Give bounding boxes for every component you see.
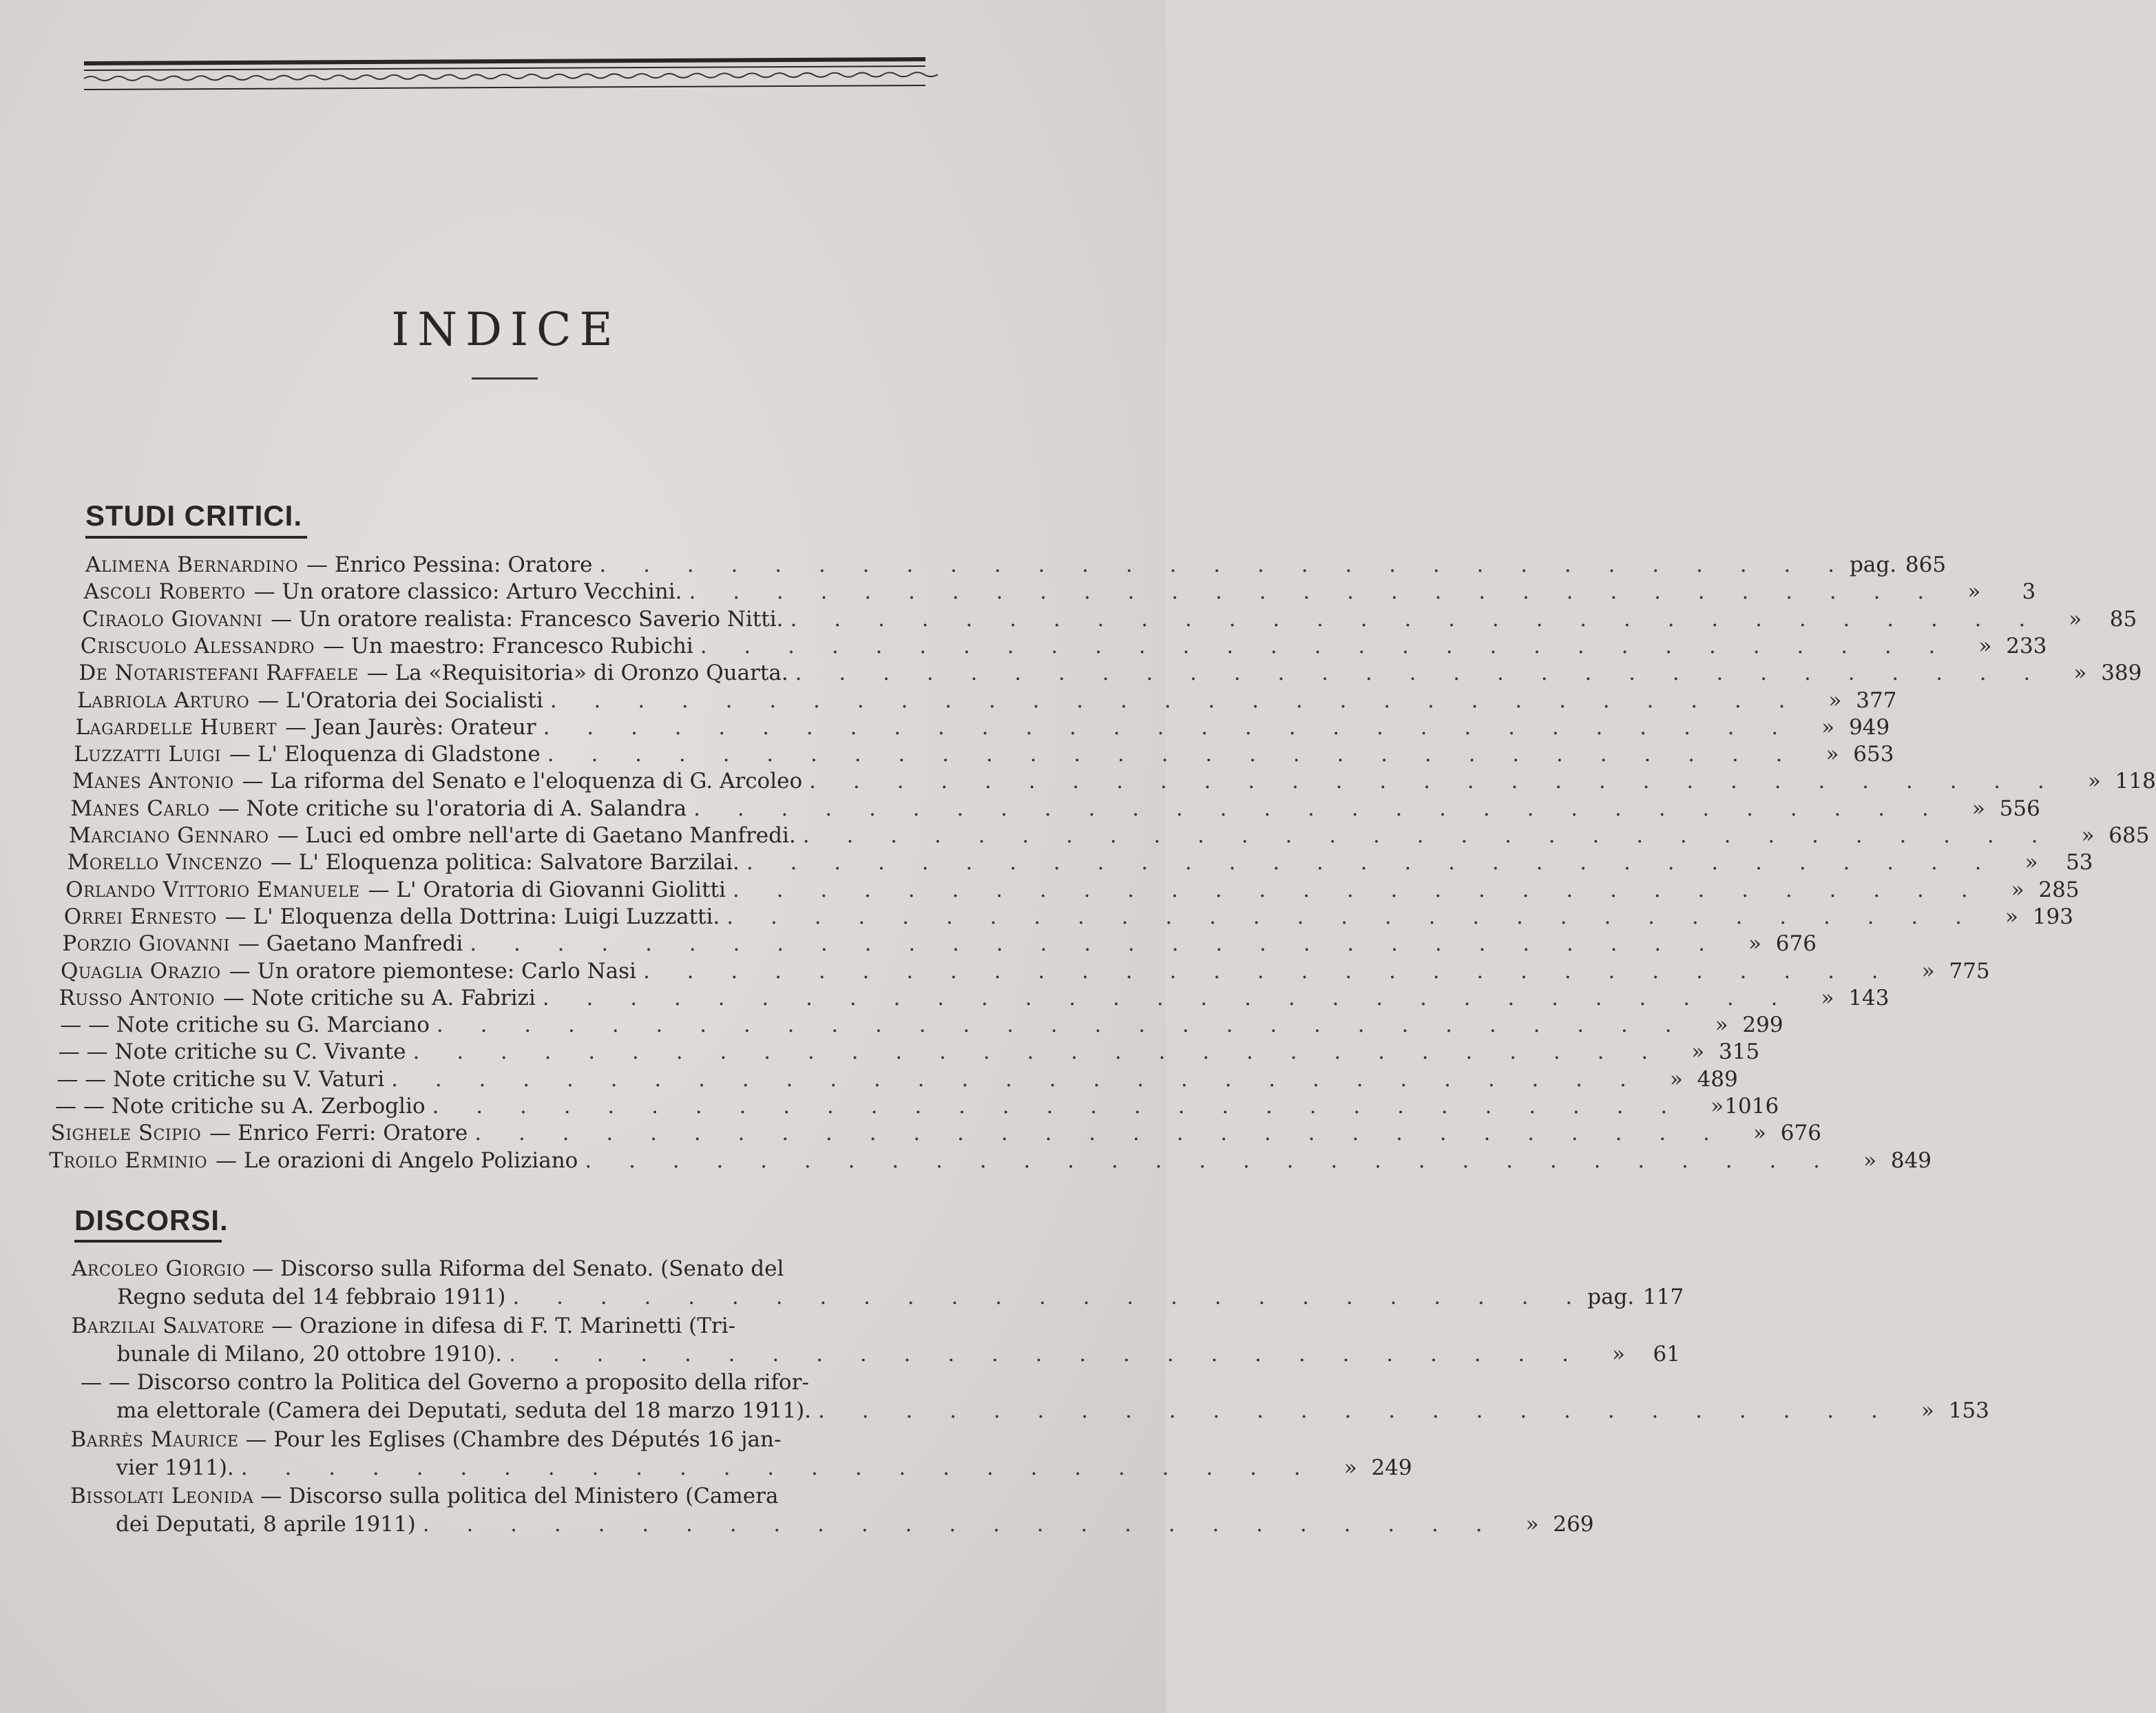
entry-title: — Discorso sulla Riforma del Senato. (Senato del <box>252 1256 784 1281</box>
entry-title: — Un oratore classico: Arturo Vecchini. <box>253 579 682 605</box>
entry-author: Quaglia Orazio <box>61 958 221 984</box>
section-heading-discorsi: DISCORSI. <box>74 1204 229 1236</box>
index-entry <box>50 1119 1821 1147</box>
page-reference <box>1944 795 2040 822</box>
entry-title: — L'Oratoria dei Socialisti <box>258 687 543 713</box>
page-reference <box>1997 849 2093 876</box>
index-entry-first-line <box>72 1255 784 1283</box>
entry-title: — L' Oratoria di Giovanni Giolitti <box>368 877 726 902</box>
entry-title: — — Discorso contro la Politica del Governo a proposito della rifor- <box>81 1370 809 1395</box>
entry-author: Criscuolo Alessandro <box>80 633 315 658</box>
index-entry <box>61 957 1990 985</box>
entry-author: Labriola Arturo <box>77 687 250 713</box>
index-entry <box>82 605 2137 633</box>
entry-title: — Enrico Ferri: Oratore <box>209 1121 468 1146</box>
index-entry <box>79 659 2142 687</box>
leader-dots: . . . . . . . . . . . . . . . . . . . . . . . . . . . . . <box>599 552 1850 577</box>
page-mark: » <box>1691 1039 1705 1065</box>
page-mark: » <box>1971 796 1985 821</box>
leader-dots: . . . . . . . . . . . . . . . . . . . . . . . . . <box>240 1455 1316 1480</box>
page-reference <box>1893 1397 1989 1424</box>
page-number: 233 <box>2006 633 2047 658</box>
index-entry-first-line <box>72 1312 736 1340</box>
page-number: 489 <box>1697 1066 1738 1092</box>
page-mark: » <box>1821 714 1835 740</box>
page-mark: » <box>1821 985 1834 1010</box>
page-number: 949 <box>1849 714 1890 740</box>
leader-dots: . . . . . . . . . . . . . . . . . . . . . . . . . <box>509 1341 1584 1367</box>
page-reference <box>1977 903 2073 931</box>
page-reference <box>1894 957 1990 985</box>
index-entry-first-line <box>71 1426 782 1453</box>
decorative-header-ornament <box>84 55 925 98</box>
index-entry-first-line <box>81 1369 809 1396</box>
page-reference <box>1983 876 2080 904</box>
title-underline <box>472 377 538 380</box>
entry-author: Lagardelle Hubert <box>75 714 278 740</box>
page-number: 653 <box>1853 742 1894 767</box>
page-number: 389 <box>2101 661 2142 686</box>
page-reference <box>1792 984 1889 1012</box>
page-mark: » <box>1669 1066 1683 1092</box>
leader-dots: . . . . . . . . . . . . . . . . . . . . . . . . . . . . . <box>543 714 1794 740</box>
page-mark: » <box>1525 1512 1539 1537</box>
page-number: 849 <box>1890 1148 1932 1173</box>
leader-dots: . . . . . . . . . . . . . . . . . . . . . . . . . . . . . <box>412 1039 1664 1065</box>
section-heading-studi-critici: STUDI CRITICI. <box>85 499 302 532</box>
leader-dots: . . . . . . . . . . . . . . . . . . . . . . . . . . . . . <box>391 1066 1642 1092</box>
page-reference <box>1663 1038 1759 1066</box>
leader-dots: . . . . . . . . . . . . . . . . . . . . . . . . . . . . . <box>585 1148 1836 1173</box>
leader-dots: . . . . . . . . . . . . . . . . . . . . . . . . . . . . . <box>700 633 1951 658</box>
page-mark: » <box>1710 1094 1724 1119</box>
page-number: 556 <box>1999 796 2040 821</box>
entry-title: — Note critiche su A. Fabrizi <box>222 985 536 1010</box>
page-reference <box>1797 740 1894 768</box>
page-mark: » <box>1825 742 1839 767</box>
page-reference <box>1587 1283 1684 1311</box>
page-number: 153 <box>1948 1398 1989 1423</box>
page-reference <box>1584 1340 1680 1368</box>
entry-title-continuation: vier 1911). <box>116 1455 234 1480</box>
page-mark: » <box>1978 633 1992 658</box>
entry-title: — L' Eloquenza di Gladstone <box>229 742 541 767</box>
page-number: 118 <box>2115 769 2156 794</box>
entry-author: Manes Carlo <box>70 796 210 821</box>
entry-title: — Jean Jaurès: Orateur <box>285 714 536 740</box>
page-number: 285 <box>2038 877 2080 902</box>
page-mark: » <box>1612 1341 1625 1367</box>
entry-author: Bissolati Leonida <box>70 1484 254 1508</box>
page-mark: » <box>2069 606 2082 632</box>
index-entry-continuation <box>116 1454 1412 1482</box>
entry-title-continuation: bunale di Milano, 20 ottobre 1910). <box>116 1341 503 1367</box>
page-number: 315 <box>1719 1039 1760 1065</box>
page-title: INDICE <box>391 303 621 356</box>
entry-title: — Orazione in difesa di F. T. Marinetti (Tri- <box>271 1313 736 1338</box>
index-entry <box>65 876 2080 904</box>
section-underline <box>85 536 307 539</box>
page-number: 249 <box>1371 1455 1412 1480</box>
entry-title: — Un oratore piemontese: Carlo Nasi <box>229 958 636 984</box>
page-reference <box>1793 714 1890 741</box>
leader-dots: . . . . . . . . . . . . . . . . . . . . . . . . . <box>818 1398 1893 1423</box>
entry-title: — La riforma del Senato e l'eloquenza di G. Arcoleo <box>242 769 803 794</box>
page-mark: » <box>2073 661 2087 686</box>
page-mark: » <box>1752 1121 1766 1146</box>
index-entry <box>55 1092 1779 1120</box>
entry-title: — — Note critiche su A. Zerboglio <box>55 1094 426 1119</box>
entry-title: — Enrico Pessina: Oratore <box>306 552 593 577</box>
entry-title: — L' Eloquenza politica: Salvatore Barzilai. <box>270 850 740 875</box>
index-entry <box>56 1066 1738 1093</box>
page-reference <box>2060 767 2156 795</box>
page-reference <box>2040 605 2137 633</box>
entry-author: Marciano Gennaro <box>69 823 269 848</box>
page-reference <box>1498 1510 1594 1538</box>
entry-author: Manes Antonio <box>72 769 234 794</box>
entry-author: Barrès Maurice <box>70 1426 239 1452</box>
entry-title: — Gaetano Manfredi <box>238 931 463 957</box>
page-mark: » <box>2005 904 2018 929</box>
index-entry-continuation <box>116 1397 1989 1424</box>
index-entry-continuation <box>117 1283 1684 1311</box>
index-entry <box>63 903 2073 931</box>
entry-author: De Notaristefani Raffaele <box>79 661 359 686</box>
index-entry <box>59 984 1890 1012</box>
leader-dots: . . . . . . . . . . . . . . . . . . . . . . . . . . . . . <box>642 958 1894 984</box>
index-entry <box>77 687 1897 714</box>
page-reference <box>1687 1011 1783 1039</box>
page-reference <box>1950 632 2047 660</box>
entry-title: — Discorso sulla politica del Ministero (Camera <box>260 1484 779 1508</box>
page-number: 1016 <box>1724 1094 1779 1119</box>
index-entry-continuation <box>116 1510 1594 1538</box>
index-entry <box>80 632 2047 660</box>
leader-dots: . . . . . . . . . . . . . . . . . . . . . . . . . . . . . <box>795 661 2046 686</box>
page-number: 193 <box>2032 904 2073 929</box>
page-number: 377 <box>1856 687 1897 713</box>
page-mark: » <box>2024 850 2038 875</box>
entry-author: Morello Vincenzo <box>67 850 262 875</box>
page-mark: » <box>2011 877 2024 902</box>
leader-dots: . . . . . . . . . . . . . . . . . . . . . . . . . . . . . <box>693 796 1944 821</box>
index-entry <box>83 578 2036 605</box>
entry-author: Orrei Ernesto <box>63 904 217 929</box>
entry-title: — Pour les Eglises (Chambre des Députés 16 jan- <box>245 1426 782 1452</box>
index-entry <box>62 930 1817 957</box>
page-mark: pag. <box>1587 1285 1635 1309</box>
entry-title: — Note critiche su l'oratoria di A. Salandra <box>218 796 687 821</box>
leader-dots: . . . . . . . . . . . . . . . . . . . . . . . . . . . . . <box>470 931 1720 957</box>
index-entry <box>75 714 1890 741</box>
page-reference <box>2045 659 2142 687</box>
entry-title-continuation: ma elettorale (Camera dei Deputati, seduta del 18 marzo 1911). <box>116 1398 812 1423</box>
entry-title: — — Note critiche su G. Marciano <box>60 1013 430 1038</box>
entry-title: — Luci ed ombre nell'arte di Gaetano Manfredi. <box>277 823 796 848</box>
page-number: 676 <box>1780 1121 1821 1146</box>
entry-author: Barzilai Salvatore <box>71 1313 265 1338</box>
entry-author: Orlando Vittorio Emanuele <box>65 877 360 902</box>
leader-dots: . . . . . . . . . . . . . . . . . . . . . . . . . . . . . <box>746 850 1997 875</box>
entry-author: Alimena Bernardino <box>85 552 298 577</box>
index-entry <box>60 1011 1783 1039</box>
entry-title-continuation: dei Deputati, 8 aprile 1911) <box>116 1512 416 1537</box>
page-reference <box>1725 1119 1821 1147</box>
page-number: 775 <box>1949 958 1990 984</box>
entry-title: — Le orazioni di Angelo Poliziano <box>216 1148 578 1173</box>
page-number: 85 <box>2109 606 2137 632</box>
entry-author: Russo Antonio <box>59 985 215 1010</box>
index-entry <box>72 767 2156 795</box>
section-underline <box>74 1240 222 1243</box>
page-number: 61 <box>1653 1341 1680 1367</box>
leader-dots: . . . . . . . . . . . . . . . . . . . . . . . . . <box>512 1285 1588 1309</box>
page-reference <box>1720 930 1817 957</box>
page-reference <box>1642 1066 1738 1093</box>
page-mark: pag. <box>1850 552 1897 577</box>
entry-author: Ciraolo Giovanni <box>82 606 263 632</box>
page-reference <box>1850 551 1946 579</box>
page-reference <box>1939 578 2035 605</box>
index-entry <box>49 1147 1932 1174</box>
entry-author: Porzio Giovanni <box>62 931 230 957</box>
leader-dots: . . . . . . . . . . . . . . . . . . . . . . . . . . . . . <box>726 904 1977 929</box>
page-number: 269 <box>1553 1512 1594 1537</box>
page-number: 3 <box>2022 579 2036 605</box>
page-reference <box>1835 1147 1932 1174</box>
index-entry-first-line <box>70 1482 778 1510</box>
page-number: 53 <box>2066 850 2093 875</box>
entry-title: — Un maestro: Francesco Rubichi <box>322 633 693 658</box>
leader-dots: . . . . . . . . . . . . . . . . . . . . . . . . . . . . . <box>542 985 1793 1010</box>
page-number: 685 <box>2108 823 2150 848</box>
page-reference <box>1800 687 1896 714</box>
page-mark: » <box>1343 1455 1357 1480</box>
page-mark: » <box>1967 579 1981 605</box>
entry-title: — L' Eloquenza della Dottrina: Luigi Luzzatti. <box>224 904 720 929</box>
entry-author: Luzzatti Luigi <box>74 742 221 767</box>
page-reference <box>2053 822 2149 849</box>
leader-dots: . . . . . . . . . . . . . . . . . . . . . . . . . . . . . <box>790 606 2041 632</box>
page-mark: » <box>1920 1398 1934 1423</box>
index-entry <box>58 1038 1760 1066</box>
page-mark: » <box>2081 823 2095 848</box>
leader-dots: . . . . . . . . . . . . . . . . . . . . . . . . . . . . . <box>474 1121 1725 1146</box>
leader-dots: . . . . . . . . . . . . . . . . . . . . . . . . . <box>422 1512 1498 1537</box>
leader-dots: . . . . . . . . . . . . . . . . . . . . . . . . . . . . . <box>547 742 1798 767</box>
page-mark: » <box>2087 769 2101 794</box>
index-entry <box>69 822 2150 849</box>
page-mark: » <box>1748 931 1761 957</box>
entry-title: — — Note critiche su V. Vaturi <box>56 1066 385 1092</box>
page-reference <box>1682 1092 1779 1120</box>
leader-dots: . . . . . . . . . . . . . . . . . . . . . . . . . . . . . <box>809 769 2060 794</box>
entry-title: — — Note critiche su C. Vivante <box>58 1039 406 1065</box>
page-reference <box>1316 1454 1412 1482</box>
page-number: 299 <box>1742 1013 1783 1038</box>
page-number: 676 <box>1775 931 1817 957</box>
index-entry <box>70 795 2040 822</box>
entry-author: Sighele Scipio <box>50 1121 202 1146</box>
page-mark: » <box>1715 1013 1728 1038</box>
leader-dots: . . . . . . . . . . . . . . . . . . . . . . . . . . . . . <box>436 1013 1687 1038</box>
leader-dots: . . . . . . . . . . . . . . . . . . . . . . . . . . . . . <box>550 687 1801 713</box>
index-entry <box>74 740 1894 768</box>
entry-title: — Un oratore realista: Francesco Saverio Nitti. <box>271 606 784 632</box>
page-mark: » <box>1863 1148 1877 1173</box>
page-number: 143 <box>1848 985 1890 1010</box>
entry-author: Troilo Erminio <box>49 1148 208 1173</box>
page-mark: » <box>1921 958 1935 984</box>
entry-author: Arcoleo Giorgio <box>72 1256 246 1281</box>
leader-dots: . . . . . . . . . . . . . . . . . . . . . . . . . . . . . <box>802 823 2053 848</box>
leader-dots: . . . . . . . . . . . . . . . . . . . . . . . . . . . . . <box>732 877 1983 902</box>
entry-title: — La «Requisitoria» di Oronzo Quarta. <box>366 661 788 686</box>
index-entry <box>67 849 2093 876</box>
entry-author: Ascoli Roberto <box>83 579 246 605</box>
page-number: 865 <box>1905 552 1947 577</box>
page-mark: » <box>1828 687 1842 713</box>
leader-dots: . . . . . . . . . . . . . . . . . . . . . . . . . . . . . <box>689 579 1940 605</box>
entry-title-continuation: Regno seduta del 14 febbraio 1911) <box>117 1285 506 1309</box>
leader-dots: . . . . . . . . . . . . . . . . . . . . . . . . . . . . . <box>432 1094 1683 1119</box>
page-number: 117 <box>1643 1285 1684 1309</box>
index-entry <box>85 551 1947 579</box>
index-entry-continuation <box>116 1340 1680 1368</box>
